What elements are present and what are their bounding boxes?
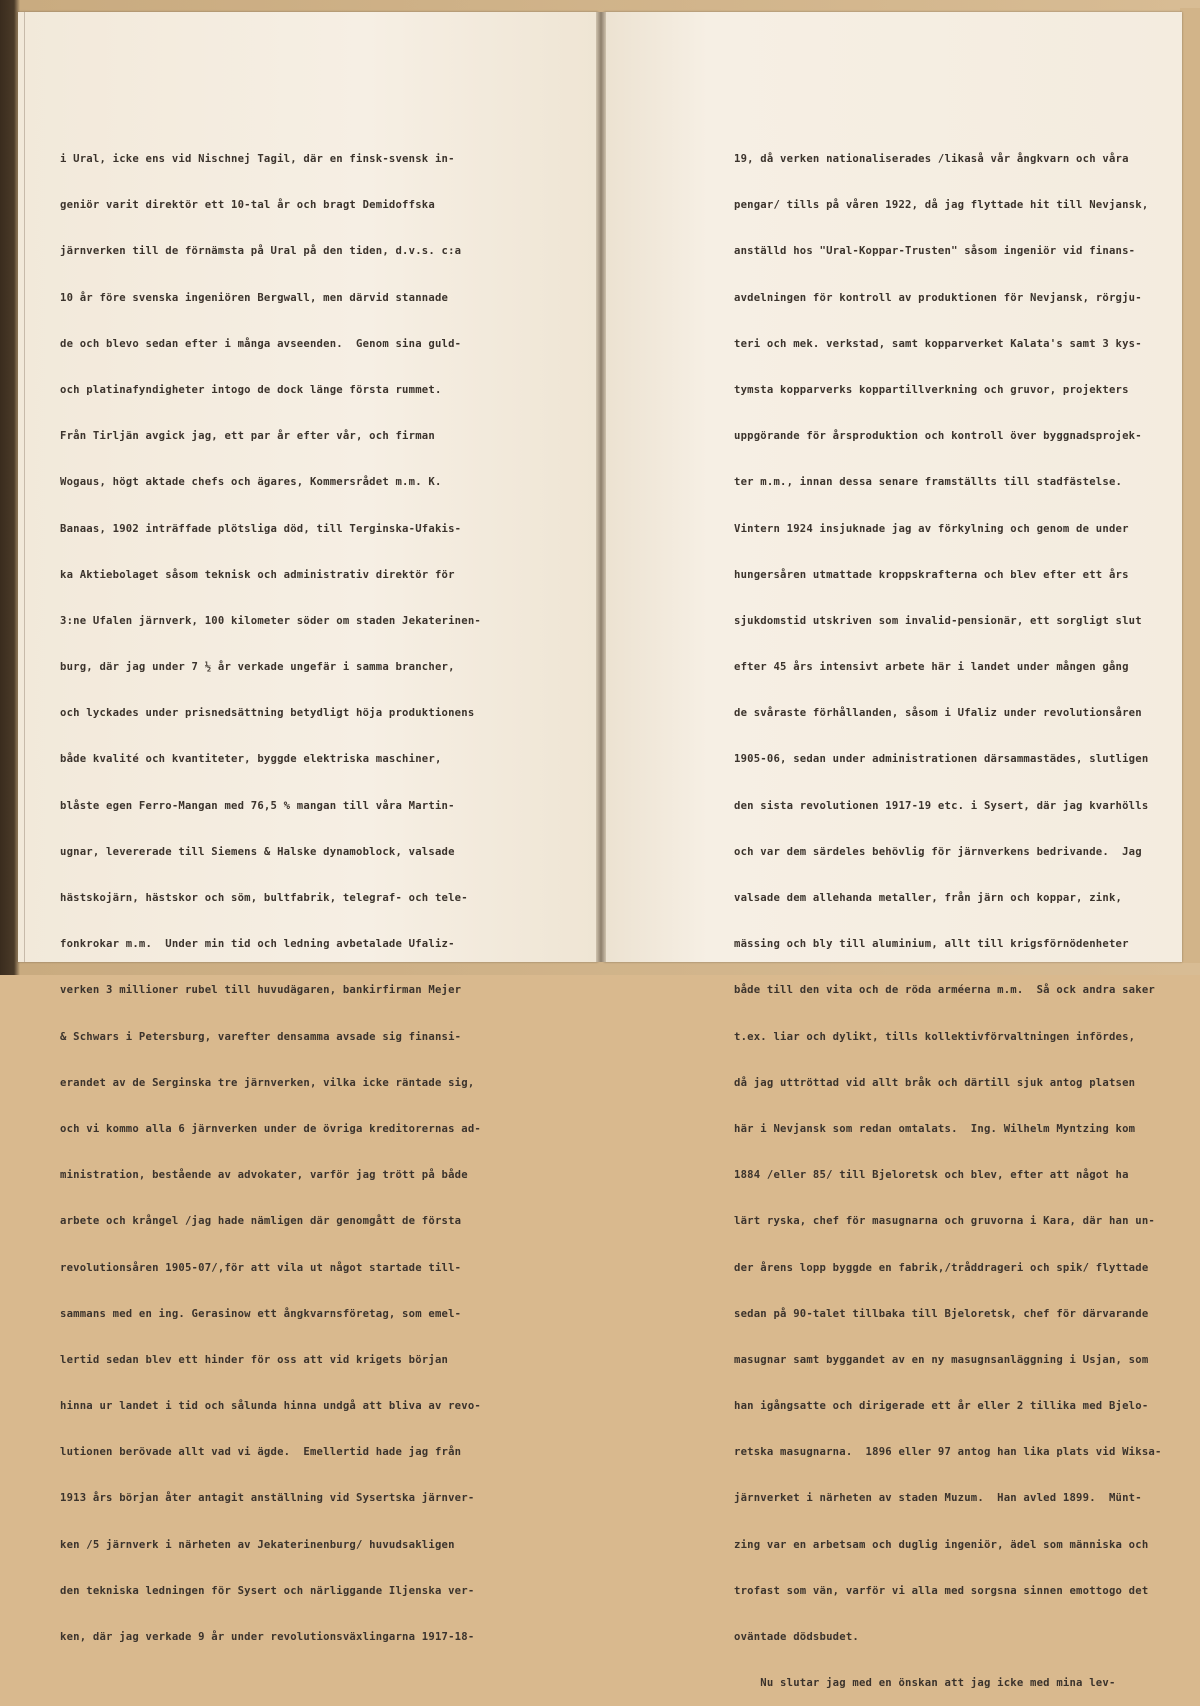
text-line: då jag uttröttad vid allt bråk och därtill sjuk antog platsen xyxy=(734,1076,1136,1089)
text-line: den tekniska ledningen för Sysert och närliggande Iljenska ver- xyxy=(60,1584,475,1597)
text-line: ken /5 järnverk i närheten av Jekaterinenburg/ huvudsakligen xyxy=(60,1538,455,1551)
text-line: ken, där jag verkade 9 år under revolutionsväxlingarna 1917-18- xyxy=(60,1631,475,1643)
text-line: 1884 /eller 85/ till Bjeloretsk och blev, efter att något ha xyxy=(734,1169,1129,1182)
text-line: 1905-06, sedan under administrationen därsammastädes, slutligen xyxy=(734,753,1149,766)
text-line: både kvalité och kvantiteter, byggde elektriska maschiner, xyxy=(60,753,442,766)
text-line: tymsta kopparverks koppartillverkning och gruvor, projekters xyxy=(734,383,1129,396)
text-line: ugnar, levererade till Siemens & Halske dynamoblock, valsade xyxy=(60,845,455,858)
left-page-text xyxy=(60,124,481,1660)
text-line: trofast som vän, varför vi alla med sorgsna sinnen emottogo det xyxy=(734,1584,1149,1597)
text-line: 10 år före svenska ingeniören Bergwall, men därvid stannade xyxy=(60,291,449,304)
text-line: den sista revolutionen 1917-19 etc. i Sysert, där jag kvarhölls xyxy=(734,799,1149,812)
text-line: verken 3 millioner rubel till huvudägaren, bankirfirman Mejer xyxy=(60,984,462,997)
text-line: 3:ne Ufalen järnverk, 100 kilometer söder om staden Jekaterinen- xyxy=(60,614,481,627)
text-line: och platinafyndigheter intogo de dock länge första rummet. xyxy=(60,383,442,396)
text-line: revolutionsåren 1905-07/,för att vila ut något startade till- xyxy=(60,1261,462,1274)
text-line: ministration, bestående av advokater, varför jag trött på både xyxy=(60,1169,468,1182)
right-page-text xyxy=(734,124,1162,1706)
text-line: de svåraste förhållanden, såsom i Ufaliz under revolutionsåren xyxy=(734,707,1142,720)
text-line: mässing och bly till aluminium, allt till krigsförnödenheter xyxy=(734,938,1129,951)
text-line: järnverken till de förnämsta på Ural på den tiden, d.v.s. c:a xyxy=(60,245,462,258)
text-line: han igångsatte och dirigerade ett år eller 2 tillika med Bjelo- xyxy=(734,1400,1149,1413)
text-line: blåste egen Ferro-Mangan med 76,5 % mangan till våra Martin- xyxy=(60,799,455,812)
text-line: ka Aktiebolaget såsom teknisk och administrativ direktör för xyxy=(60,568,455,581)
text-line: retska masugnarna. 1896 eller 97 antog han lika plats vid Wiksa- xyxy=(734,1446,1162,1459)
text-line: fonkrokar m.m. Under min tid och ledning avbetalade Ufaliz- xyxy=(60,938,455,951)
text-line: teri och mek. verkstad, samt kopparverket Kalata's samt 3 kys- xyxy=(734,337,1142,350)
text-line: burg, där jag under 7 ½ år verkade ungefär i samma brancher, xyxy=(60,661,455,674)
text-line: valsade dem allehanda metaller, från järn och koppar, zink, xyxy=(734,892,1123,904)
text-line: Banaas, 1902 inträffade plötsliga död, till Terginska-Ufakis- xyxy=(60,522,462,535)
text-line: avdelningen för kontroll av produktionen för Nevjansk, rörgju- xyxy=(734,291,1142,304)
text-line: anställd hos "Ural-Koppar-Trusten" såsom ingeniör vid finans- xyxy=(734,245,1136,258)
text-line: lärt ryska, chef för masugnarna och gruvorna i Kara, där han un- xyxy=(734,1215,1155,1228)
text-line: hästskojärn, hästskor och söm, bultfabrik, telegraf- och tele- xyxy=(60,892,468,904)
text-line: Wogaus, högt aktade chefs och ägares, Kommersrådet m.m. K. xyxy=(60,476,442,489)
text-line: pengar/ tills på våren 1922, då jag flyttade hit till Nevjansk, xyxy=(734,199,1149,212)
text-line: lertid sedan blev ett hinder för oss att vid krigets början xyxy=(60,1353,449,1366)
text-line: 1913 års början åter antagit anställning vid Sysertska järnver- xyxy=(60,1492,475,1505)
text-line: t.ex. liar och dylikt, tills kollektivförvaltningen infördes, xyxy=(734,1030,1136,1043)
text-line: masugnar samt byggandet av en ny masugnsanläggning i Usjan, som xyxy=(734,1353,1149,1366)
text-line: sjukdomstid utskriven som invalid-pensionär, ett sorgligt slut xyxy=(734,614,1142,627)
text-line: både till den vita och de röda arméerna m.m. Så ock andra saker xyxy=(734,984,1155,997)
text-line: Vintern 1924 insjuknade jag av förkylning och genom de under xyxy=(734,522,1129,535)
text-line: erandet av de Serginska tre järnverken, vilka icke räntade sig, xyxy=(60,1076,475,1089)
left-page-edge-line xyxy=(24,12,25,962)
text-line: Från Tirljän avgick jag, ett par år efter vår, och firman xyxy=(60,430,435,443)
text-line: och vi kommo alla 6 järnverken under de övriga kreditorernas ad- xyxy=(60,1122,481,1135)
book-gutter xyxy=(596,12,606,962)
text-line: & Schwars i Petersburg, varefter densamma avsade sig finansi- xyxy=(60,1030,462,1043)
cover-edge xyxy=(1180,8,1200,963)
text-line: oväntade dödsbudet. xyxy=(734,1631,859,1643)
text-line: sammans med en ing. Gerasinow ett ångkvarnsföretag, som emel- xyxy=(60,1307,462,1320)
text-line: sedan på 90-talet tillbaka till Bjeloretsk, chef för därvarande xyxy=(734,1307,1149,1320)
text-line: geniör varit direktör ett 10-tal år och bragt Demidoffska xyxy=(60,199,435,212)
text-line: hinna ur landet i tid och sålunda hinna undgå att bliva av revo- xyxy=(60,1400,481,1413)
text-line: här i Nevjansk som redan omtalats. Ing. Wilhelm Myntzing kom xyxy=(734,1122,1136,1135)
text-line: de och blevo sedan efter i många avseenden. Genom sina guld- xyxy=(60,337,462,350)
text-line: der årens lopp byggde en fabrik,/tråddrageri och spik/ flyttade xyxy=(734,1261,1149,1274)
text-line: lutionen berövade allt vad vi ägde. Emellertid hade jag från xyxy=(60,1446,462,1459)
text-line: Nu slutar jag med en önskan att jag icke med mina lev- xyxy=(734,1677,1116,1690)
text-line: och lyckades under prisnedsättning betydligt höja produktionens xyxy=(60,707,475,720)
text-line: och var dem särdeles behövlig för järnverkens bedrivande. Jag xyxy=(734,845,1142,858)
text-line: ter m.m., innan dessa senare framställts till stadfästelse. xyxy=(734,476,1123,489)
text-line: uppgörande för årsproduktion och kontroll över byggnadsprojek- xyxy=(734,430,1142,443)
text-line: arbete och krångel /jag hade nämligen där genomgått de första xyxy=(60,1215,462,1228)
text-line: hungersåren utmattade kroppskrafterna och blev efter ett års xyxy=(734,568,1129,581)
text-line: efter 45 års intensivt arbete här i landet under mången gång xyxy=(734,661,1129,674)
text-line: 19, då verken nationaliserades /likaså vår ångkvarn och våra xyxy=(734,153,1129,165)
text-line: i Ural, icke ens vid Nischnej Tagil, där en finsk-svensk in- xyxy=(60,153,455,165)
text-line: zing var en arbetsam och duglig ingeniör, ädel som människa och xyxy=(734,1538,1149,1551)
text-line: järnverket i närheten av staden Muzum. Han avled 1899. Münt- xyxy=(734,1492,1142,1505)
